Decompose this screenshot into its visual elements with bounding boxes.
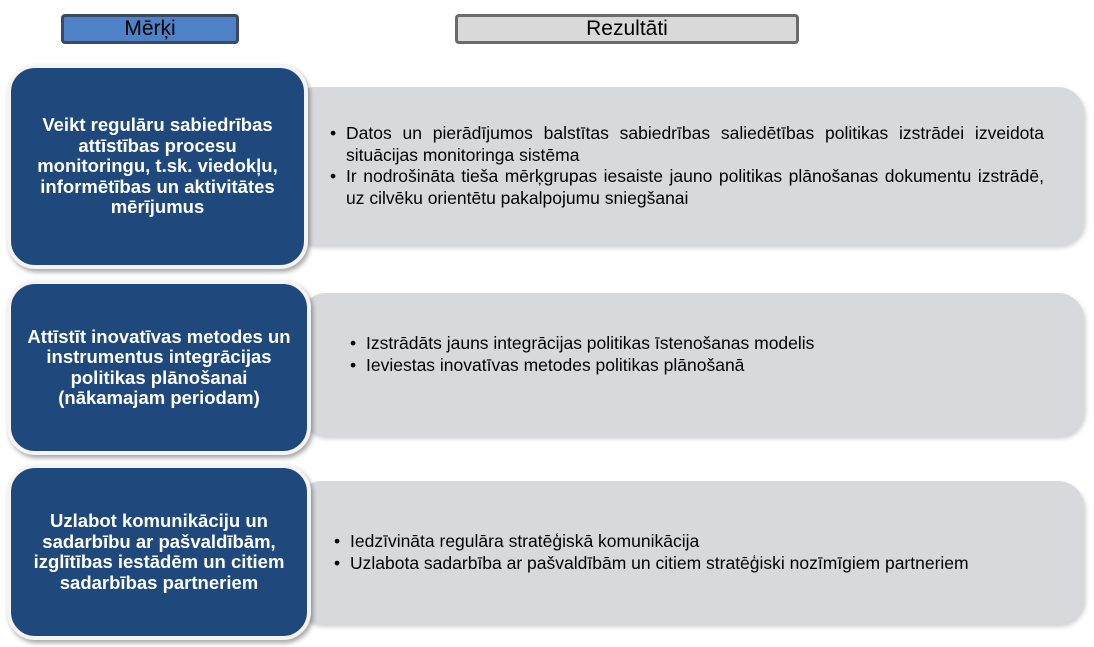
goal-text-1: Veikt regulāru sabiedrības attīstības procesu monitoringu, t.sk. viedokļu, informētības un aktivitātes mērījumus — [37, 114, 278, 218]
result-item: • Uzlabota sadarbība ar pašvaldībām un citiem stratēģiski nozīmīgiem partneriem — [334, 553, 1074, 575]
result-box-3 — [296, 481, 1084, 624]
result-box-1 — [290, 87, 1084, 245]
result-item: • Datos un pierādījumos balstītas sabiedrības saliedētības politikas izstrādei izveidota situācijas monitoringa sistēma — [330, 123, 1044, 166]
result-item: • Ieviestas inovatīvas metodes politikas plānošanā — [350, 355, 1050, 377]
result-list-2 — [350, 333, 1050, 376]
result-item: • Izstrādāts jauns integrācijas politikas īstenošanas modelis — [350, 333, 1050, 355]
goal-text-3: Uzlabot komunikāciju un sadarbību ar pašvaldībām, izglītības iestādēm un citiem sadarbības partneriem — [33, 510, 285, 593]
goal-box-1 — [7, 64, 308, 269]
result-list-3 — [334, 531, 1074, 574]
result-box-2 — [300, 293, 1084, 436]
goal-text-2: Attīstīt inovatīvas metodes un instrumentus integrācijas politikas plānošanai (nākamajam periodam) — [27, 325, 291, 408]
result-item: • Ir nodrošināta tieša mērķgrupas iesaiste jauno politikas plānošanas dokumentu izstrādē, uz cilvēku orientētu pakalpojumu sniegšanai — [330, 166, 1044, 209]
results-header: Rezultāti — [455, 14, 799, 44]
goals-header: Mērķi — [61, 14, 239, 44]
result-list-1 — [330, 123, 1044, 209]
goal-box-3 — [7, 464, 311, 640]
goal-box-2 — [7, 280, 311, 455]
result-item: • Iedzīvināta regulāra stratēģiskā komunikācija — [334, 531, 1074, 553]
